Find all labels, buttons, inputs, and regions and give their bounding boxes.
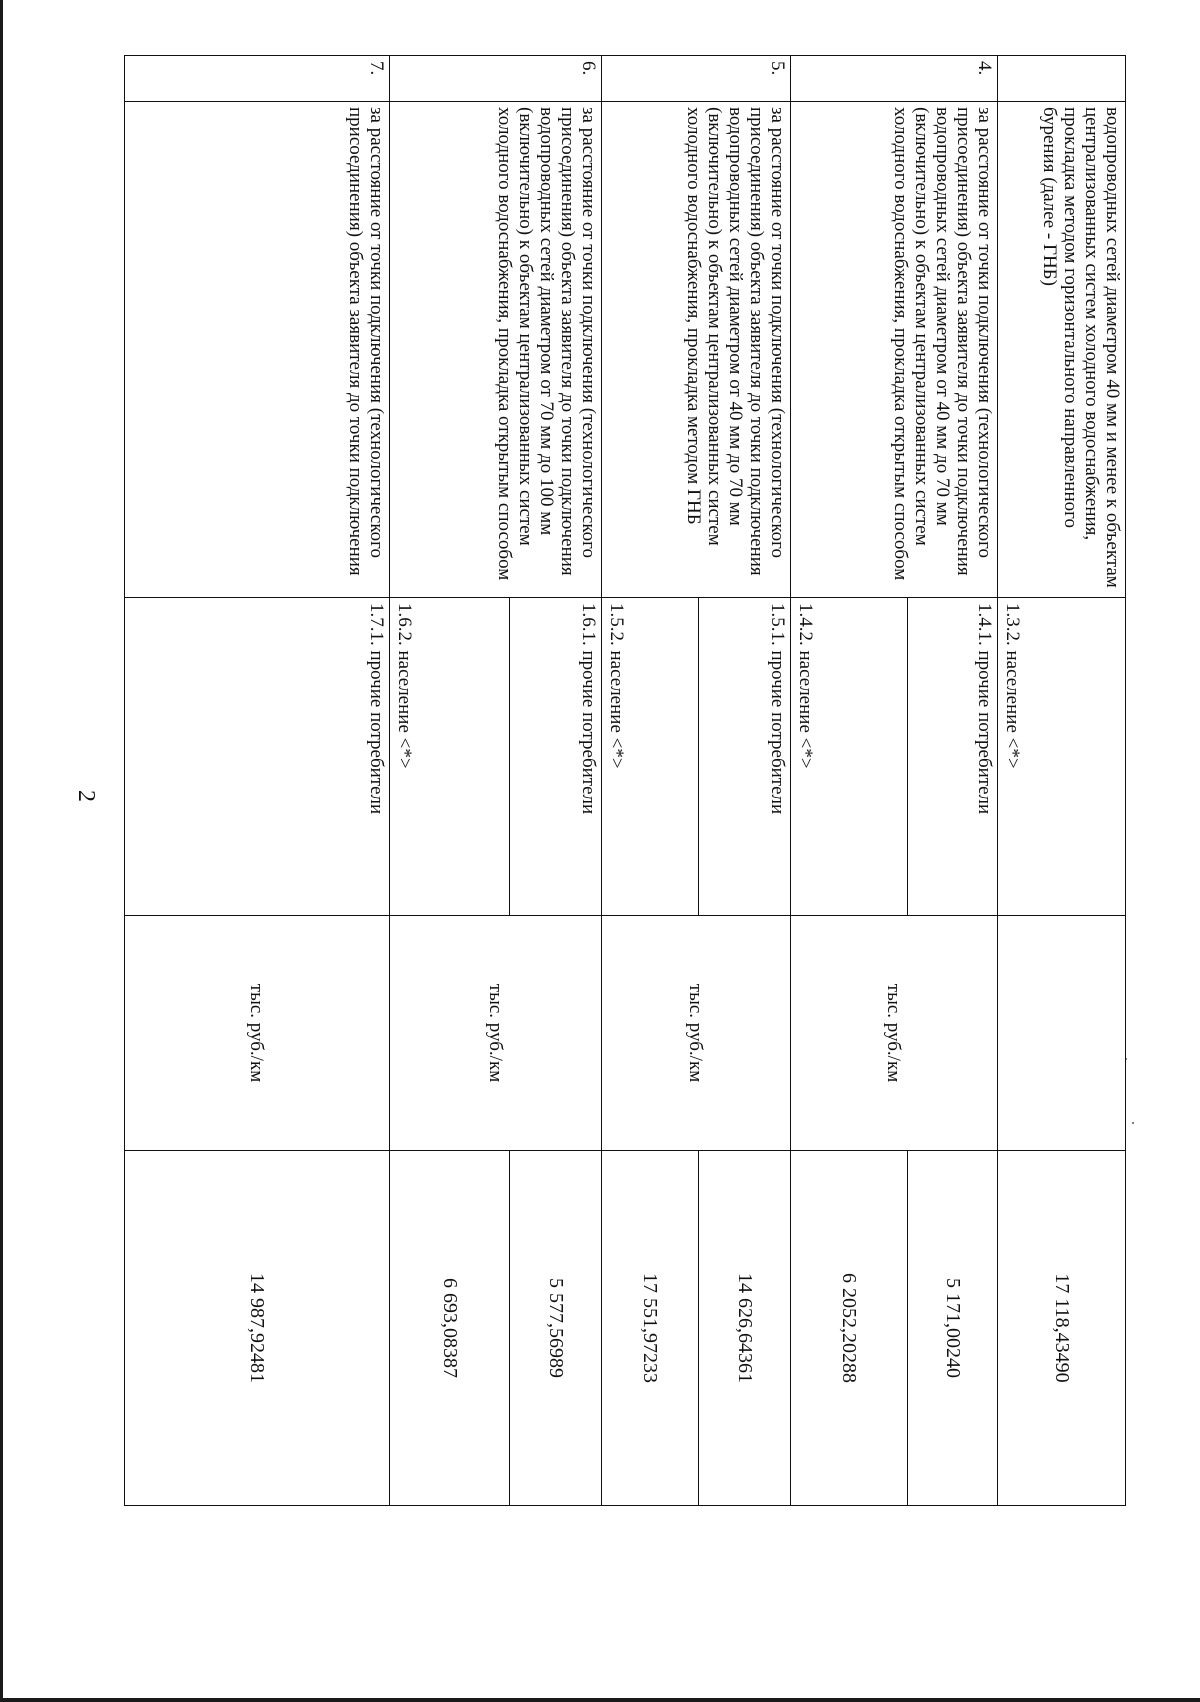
- tariff-value: 14 987,92481: [125, 1151, 390, 1506]
- unit-cell: тыс. руб./км: [791, 916, 998, 1151]
- tariff-value: 5 577,56989: [510, 1151, 602, 1506]
- row-number: 6.: [390, 56, 602, 102]
- unit-cell: тыс. руб./км: [125, 916, 390, 1151]
- table-row: [998, 56, 1126, 1506]
- scan-bottom-edge: [0, 1698, 1200, 1702]
- consumer-category: 1.5.2. население <*>: [602, 598, 699, 916]
- row-description: за расстояние от точки подключения (технологического присоединения) объекта заявителя до точки подключения водопроводных сетей диаметром от 40 мм до 70 мм (включительно) к объектам централизованных систем холодного водоснабжения, прокладка методом ГНБ: [602, 102, 791, 598]
- row-number: [998, 56, 1126, 102]
- unit-cell: тыс. руб./км: [602, 916, 791, 1151]
- row-description: за расстояние от точки подключения (технологического присоединения) объекта заявителя до точки подключения: [125, 102, 390, 598]
- consumer-category: 1.4.2. население <*>: [791, 598, 908, 916]
- tariff-value: 17 551,97233: [602, 1151, 699, 1506]
- row-description: за расстояние от точки подключения (технологического присоединения) объекта заявителя до точки подключения водопроводных сетей диаметром от 70 мм до 100 мм (включительно) к объектам централизованных систем холодного водоснабжения, прокладка открытым способом: [390, 102, 602, 598]
- table-row: [908, 56, 998, 1506]
- unit-cell: тыс. руб./км: [390, 916, 602, 1151]
- consumer-category: 1.7.1. прочие потребители: [125, 598, 390, 916]
- row-number: 7.: [125, 56, 390, 102]
- tariff-value: 5 171,00240: [908, 1151, 998, 1506]
- consumer-category: 1.5.1. прочие потребители: [699, 598, 791, 916]
- table-row: [699, 56, 791, 1506]
- tariff-value: 14 626,64361: [699, 1151, 791, 1506]
- row-description: за расстояние от точки подключения (технологического присоединения) объекта заявителя до точки подключения водопроводных сетей диаметром от 40 мм до 70 мм (включительно) к объектам централизованных систем холодного водоснабжения, прокладка открытым способом: [791, 102, 998, 598]
- table-row: [125, 56, 390, 1506]
- tariff-value: 6 693,08387: [390, 1151, 510, 1506]
- row-number: 4.: [791, 56, 998, 102]
- table-row: [510, 56, 602, 1506]
- tariff-table-container: [125, 55, 1126, 1505]
- tariff-value: 6 2052,20288: [791, 1151, 908, 1506]
- row-number: 5.: [602, 56, 791, 102]
- consumer-category: 1.6.1. прочие потребители: [510, 598, 602, 916]
- tariff-value: 17 118,43490: [998, 1151, 1126, 1506]
- scan-speck: [1132, 1122, 1134, 1124]
- page-number: 2: [73, 790, 99, 802]
- consumer-category: 1.4.1. прочие потребители: [908, 598, 998, 916]
- consumer-category: 1.6.2. население <*>: [390, 598, 510, 916]
- unit-cell: [998, 916, 1126, 1151]
- rotated-table-frame: [125, 55, 1126, 1505]
- scan-left-edge: [0, 0, 3, 1702]
- row-description: водопроводных сетей диаметром 40 мм и менее к объектам централизованных систем холодного водоснабжения, прокладка методом горизонтального направленного бурения (далее - ГНБ): [998, 102, 1126, 598]
- consumer-category: 1.3.2. население <*>: [998, 598, 1126, 916]
- tariff-table: [124, 55, 1126, 1506]
